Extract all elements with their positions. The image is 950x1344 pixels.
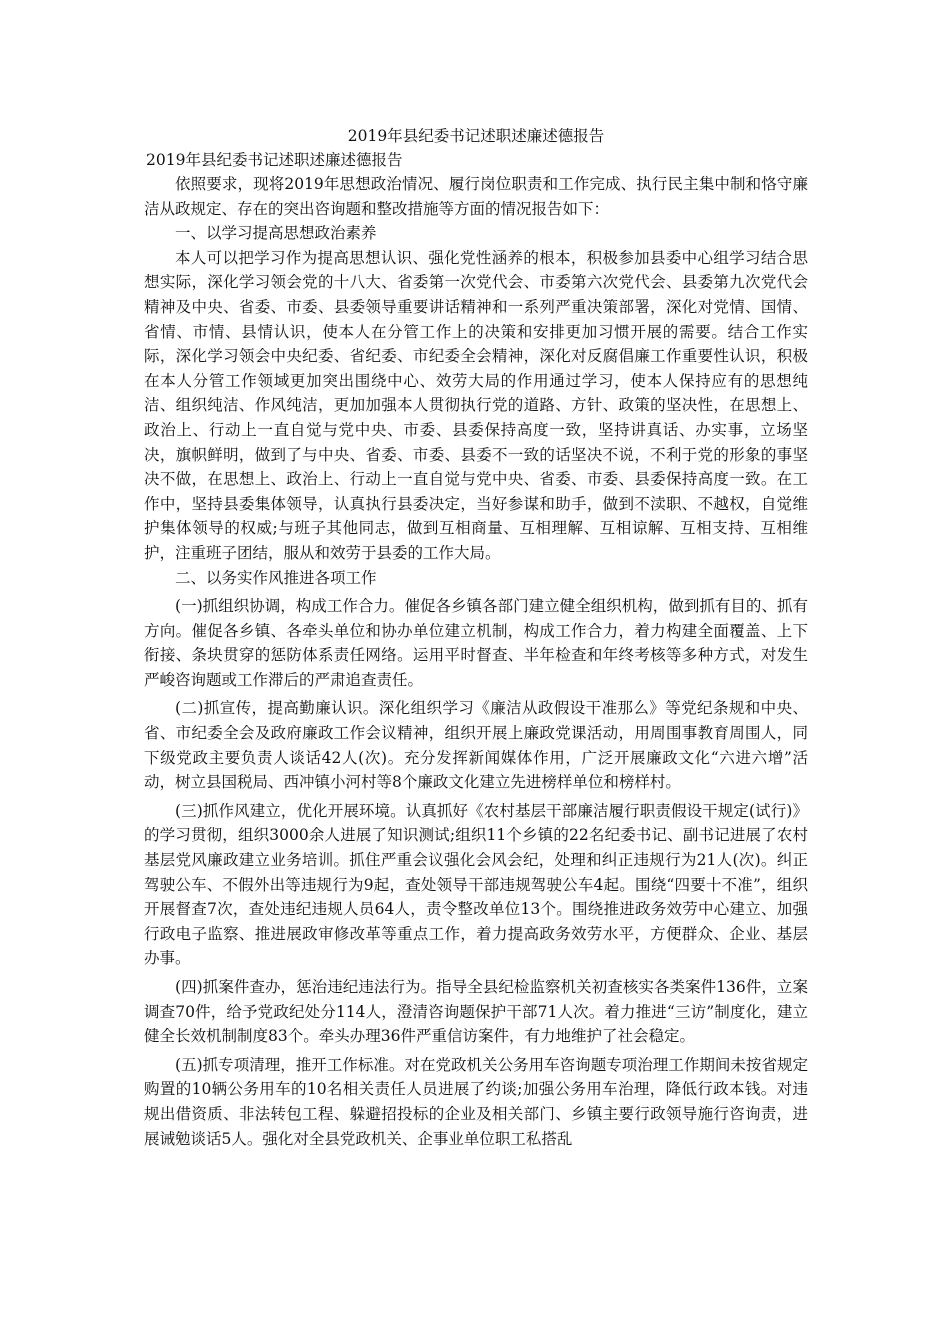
document-title: 2019年县纪委书记述职述廉述德报告: [347, 127, 605, 145]
item-5-paragraph: (五)抓专项清理，推开工作标准。对在党政机关公务用车咨询题专项治理工作期间未按省规定购置的10辆公务用车的10名相关责任人员进展了约谈;加强公务用车治理，降低行政本钱。对违规出借资质、非法转包工程、躲避招投标的企业及相关部门、乡镇主要行政领导施行咨询责，进展诫勉谈话5人。强化对全县党政机关、企事业单位职工私搭乱: [144, 1055, 808, 1148]
section-2-heading: 二、以务实作风推进各项工作: [175, 568, 377, 587]
item-3-paragraph: (三)抓作风建立，优化开展环境。认真抓好《农村基层干部廉洁履行职责假设干规定(试行)》的学习贯彻，组织3000余人进展了知识测试;组织11个乡镇的22名纪委书记、副书记进展了农村基层党风廉政建立业务培训。抓住严重会议强化会风会纪，处理和纠正违规行为21人(次)。纠正驾驶公车、不假外出等违规行为9起，查处领导干部违规驾驶公车4起。围绕“四要十不准”，组织开展督查7次，查处违纪违规人员64人，责令整改单位13个。围绕推进政务效劳中心建立、加强行政电子监察、推进展政审修改革等重点工作，着力提高政务效劳水平，方便群众、企业、基层办事。: [144, 801, 808, 968]
item-4-paragraph: (四)抓案件查办，惩治违纪违法行为。指导全县纪检监察机关初查核实各类案件136件，立案调查70件，给予党政纪处分114人，澄清咨询题保护干部71人次。着力推进“三访”制度化，建立健全长效机制制度83个。牵头办理36件严重信访案件，有力地维护了社会稳定。: [144, 978, 808, 1046]
document-subtitle: 2019年县纪委书记述职述廉述德报告: [146, 151, 403, 169]
section-1-heading: 一、以学习提高思想政治素养: [175, 224, 377, 243]
intro-paragraph: 依照要求，现将2019年思想政治情况、履行岗位职责和工作完成、执行民主集中制和恪守廉洁从政规定、存在的突出咨询题和整改措施等方面的情况报告如下：: [144, 175, 808, 218]
item-2-paragraph: (二)抓宣传，提高勤廉认识。深化组织学习《廉洁从政假设干准那么》等党纪条规和中央、省、市纪委全会及政府廉政工作会议精神，组织开展上廉政党课活动，用周围事教育周围人，同下级党政主要负责人谈话42人(次)。充分发挥新闻媒体作用，广泛开展廉政文化“六进六增”活动，树立县国税局、西冲镇小河村等8个廉政文化建立先进榜样单位和榜样村。: [144, 699, 808, 792]
section-1-paragraph: 本人可以把学习作为提高思想认识、强化党性涵养的根本，积极参加县委中心组学习结合思想实际，深化学习领会党的十八大、省委第一次党代会、市委第六次党代会、县委第九次党代会精神及中央、省委、市委、县委领导重要讲话精神和一系列严重决策部署，深化对党情、国情、省情、市情、县情认识，使本人在分管工作上的决策和安排更加习惯开展的需要。结合工作实际，深化学习领会中央纪委、省纪委、市纪委全会精神，深化对反腐倡廉工作重要性认识，积极在本人分管工作领域更加突出围绕中心、效劳大局的作用通过学习，使本人保持应有的思想纯洁、组织纯洁、作风纯洁，更加加强本人贯彻执行党的道路、方针、政策的坚决性，在思想上、政治上、行动上一直自觉与党中央、市委、县委保持高度一致，坚持讲真话、办实事，立场坚决，旗帜鲜明，做到了与中央、省委、市委、县委不一致的话坚决不说，不利于党的形象的事坚决不做，在思想上、政治上、行动上一直自觉与党中央、省委、市委、县委保持高度一致。在工作中，坚持县委集体领导，认真执行县委决定，当好参谋和助手，做到不渎职、不越权，自觉维护集体领导的权威;与班子其他同志，做到互相商量、互相理解、互相谅解、互相支持、互相维护，注重班子团结，服从和效劳于县委的工作大局。: [144, 248, 808, 562]
item-1-paragraph: (一)抓组织协调，构成工作合力。催促各乡镇各部门建立健全组织机构，做到抓有目的、抓有方向。催促各乡镇、各牵头单位和协办单位建立机制，构成工作合力，着力构建全面覆盖、上下衔接、条块贯穿的惩防体系责任网络。运用平时督查、半年检查和年终考核等多种方式，对发生严峻咨询题或工作滞后的严肃追查责任。: [144, 597, 808, 689]
document-page: [144, 118, 808, 1151]
